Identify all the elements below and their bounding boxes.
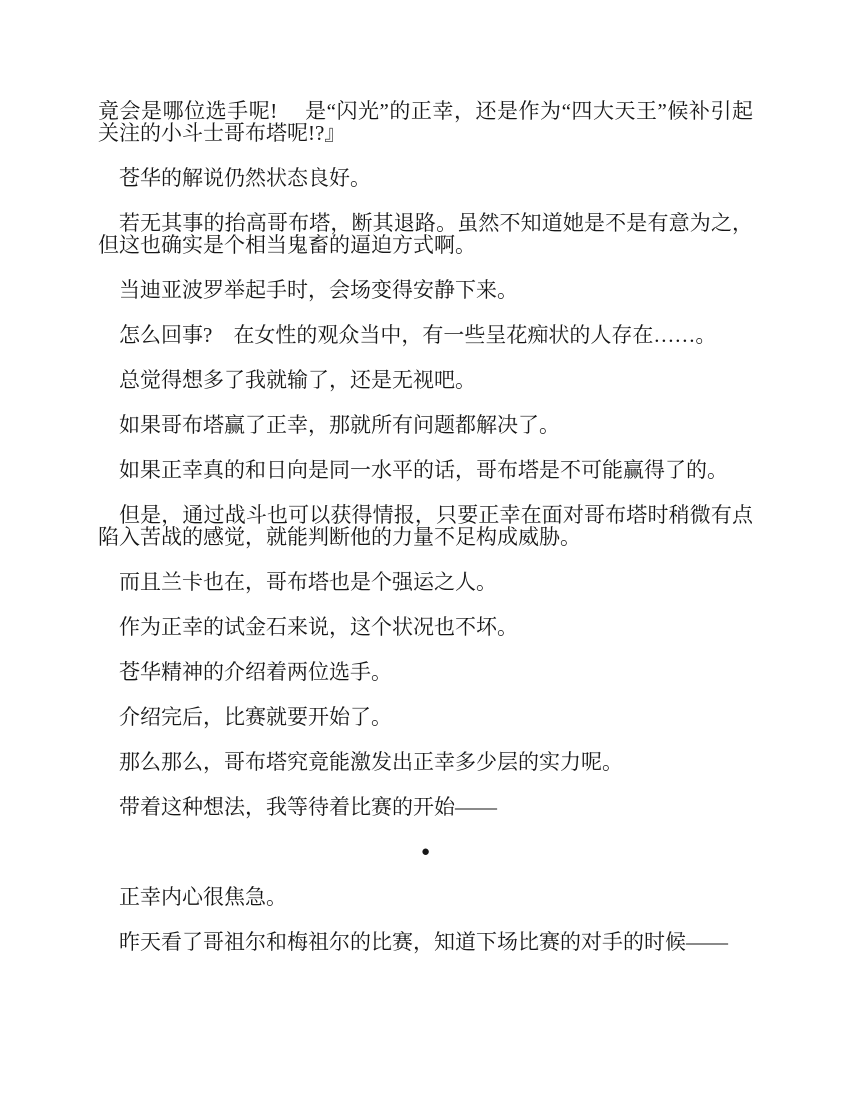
paragraph: 总觉得想多了我就输了，还是无视吧。 [119,368,476,392]
paragraph: 而且兰卡也在，哥布塔也是个强运之人。 [119,570,497,594]
paragraph: 昨天看了哥祖尔和梅祖尔的比赛，知道下场比赛的对手的时候—— [119,930,728,954]
paragraph: 怎么回事? 在女性的观众当中，有一些呈花痴状的人存在……。 [119,323,717,347]
paragraph: 那么那么，哥布塔究竟能激发出正幸多少层的实力呢。 [119,750,623,774]
paragraph: 正幸内心很焦急。 [119,885,287,909]
section-separator: ● [420,844,431,860]
paragraph: 竟会是哪位选手呢! 是“闪光”的正幸，还是作为“四大天王”候补引起关注的小斗士哥布塔呢!?』 [98,99,753,145]
paragraph: 带着这种想法，我等待着比赛的开始—— [119,795,497,819]
paragraph: 若无其事的抬高哥布塔，断其退路。虽然不知道她是不是有意为之，但这也确实是个相当鬼畜的逼迫方式啊。 [98,211,753,257]
paragraph: 但是，通过战斗也可以获得情报，只要正幸在面对哥布塔时稍微有点陷入苦战的感觉，就能判断他的力量不足构成威胁。 [98,503,753,549]
paragraph: 苍华的解说仍然状态良好。 [119,166,371,190]
paragraph: 如果正幸真的和日向是同一水平的话，哥布塔是不可能赢得了的。 [119,458,728,482]
paragraph: 当迪亚波罗举起手时，会场变得安静下来。 [119,278,518,302]
paragraph: 如果哥布塔赢了正幸，那就所有问题都解决了。 [119,413,560,437]
paragraph: 苍华精神的介绍着两位选手。 [119,660,392,684]
paragraph: 作为正幸的试金石来说，这个状况也不坏。 [119,615,518,639]
paragraph: 介绍完后，比赛就要开始了。 [119,705,392,729]
